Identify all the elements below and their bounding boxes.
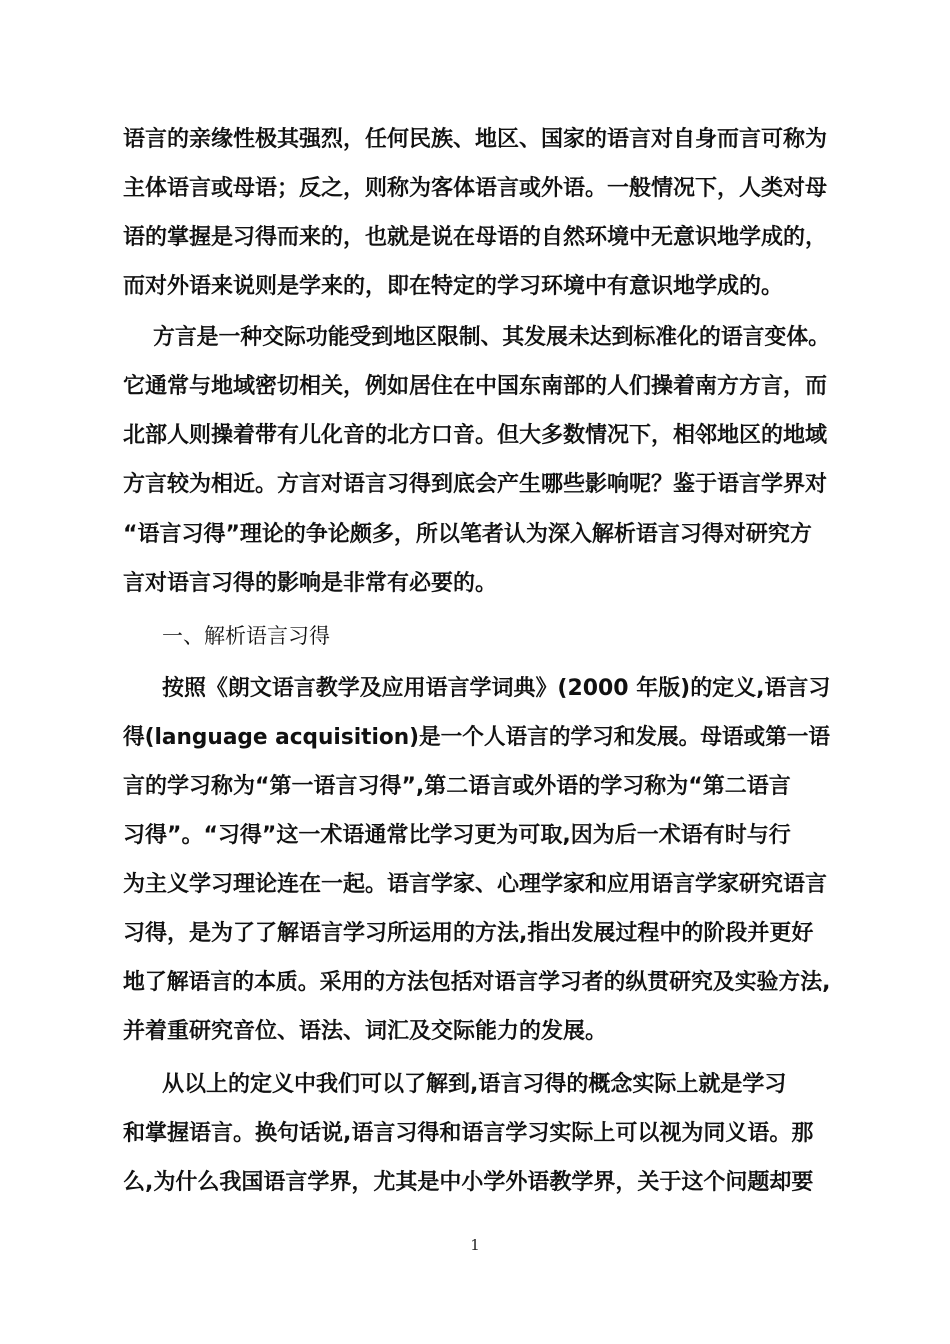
section-heading: 一、解析语言习得 <box>162 624 330 648</box>
paragraph-line: 语的掌握是习得而来的，也就是说在母语的自然环境中无意识地学成的， <box>123 225 828 250</box>
paragraph-line: “语言习得”理论的争论颇多，所以笔者认为深入解析语言习得对研究方 <box>123 522 812 547</box>
paragraph-line: 并着重研究音位、语法、词汇及交际能力的发展。 <box>123 1019 608 1044</box>
paragraph-line: 习得，是为了了解语言学习所运用的方法,指出发展过程中的阶段并更好 <box>123 921 814 946</box>
paragraph-line: 得(language acquisition)是一个人语言的学习和发展。母语或第一语 <box>123 725 831 750</box>
paragraph-line: 方言是一种交际功能受到地区限制、其发展未达到标准化的语言变体。 <box>153 325 831 350</box>
paragraph-line: 习得”。“习得”这一术语通常比学习更为可取,因为后一术语有时与行 <box>123 823 791 848</box>
paragraph-line: 言对语言习得的影响是非常有必要的。 <box>123 571 498 596</box>
paragraph-line: 言的学习称为“第一语言习得”,第二语言或外语的学习称为“第二语言 <box>123 774 791 799</box>
paragraph-line: 地了解语言的本质。采用的方法包括对语言学习者的纵贯研究及实验方法, <box>123 970 831 995</box>
paragraph-line: 为主义学习理论连在一起。语言学家、心理学家和应用语言学家研究语言 <box>123 872 828 897</box>
paragraph-line: 么,为什么我国语言学界，尤其是中小学外语教学界，关于这个问题却要 <box>123 1170 814 1195</box>
page-number: 1 <box>470 1236 480 1254</box>
paragraph-line: 北部人则操着带有儿化音的北方口音。但大多数情况下，相邻地区的地域 <box>123 423 828 448</box>
paragraph-line: 语言的亲缘性极其强烈，任何民族、地区、国家的语言对自身而言可称为 <box>123 127 828 152</box>
paragraph-line: 按照《朗文语言教学及应用语言学词典》(2000 年版)的定义,语言习 <box>162 676 831 701</box>
paragraph-line: 和掌握语言。换句话说,语言习得和语言学习实际上可以视为同义语。那 <box>123 1121 814 1146</box>
paragraph-line: 方言较为相近。方言对语言习得到底会产生哪些影响呢？鉴于语言学界对 <box>123 472 828 497</box>
paragraph-line: 它通常与地域密切相关，例如居住在中国东南部的人们操着南方方言，而 <box>123 374 828 399</box>
paragraph-line: 从以上的定义中我们可以了解到,语言习得的概念实际上就是学习 <box>162 1072 787 1097</box>
paragraph-line: 主体语言或母语；反之，则称为客体语言或外语。一般情况下，人类对母 <box>123 176 828 201</box>
paragraph-line: 而对外语来说则是学来的，即在特定的学习环境中有意识地学成的。 <box>123 274 784 299</box>
